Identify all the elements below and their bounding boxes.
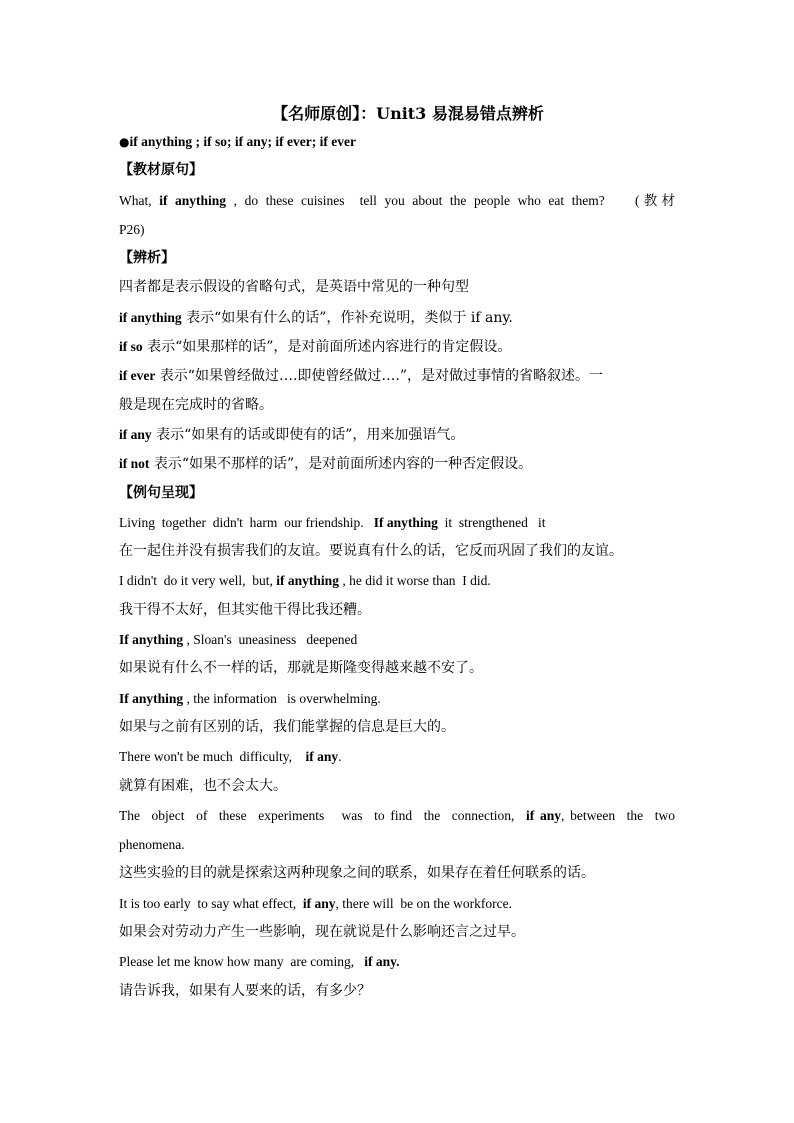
section-heading-analysis: 【辨析】 [119, 250, 175, 267]
source-sentence-keyword: if anything [159, 192, 227, 208]
section-heading-source: 【教材原句】 [119, 162, 203, 179]
example-en: The object of these experiments was to find the connection, if any, between the two [119, 807, 675, 823]
example-zh: 我干得不太好，但其实他干得比我还糟。 [119, 601, 371, 618]
source-sentence-line1: What, if anything , do these cuisines tell you about the people who eat them? (教材 [119, 192, 675, 208]
analysis-item-if-anything: if anything 表示“如果有什么的话”，作补充说明，类似于 if any. [119, 309, 513, 326]
example-zh: 如果说有什么不一样的话，那就是斯隆变得越来越不安了。 [119, 660, 483, 677]
document-content [119, 100, 675, 1006]
example-en: I didn't do it very well, but, if anything , he did it worse than I did. [119, 573, 491, 589]
page-title: 【名师原创】：Unit3 易混易错点辨析 [272, 104, 544, 123]
example-zh: 如果与之前有区别的话，我们能掌握的信息是巨大的。 [119, 718, 455, 735]
analysis-item-if-ever: if ever 表示“如果曾经做过….即使曾经做过….”，是对做过事情的省略叙述。一 [119, 368, 604, 385]
topic-text: if anything ; if so; if any; if ever; if ever [129, 134, 356, 149]
bullet-dot-icon: ● [119, 135, 130, 149]
example-list [119, 508, 675, 1006]
example-en: If anything , Sloan's uneasiness deepened [119, 632, 358, 648]
example-en: It is too early to say what effect, if any, there will be on the workforce. [119, 895, 513, 911]
analysis-item-if-so: if so 表示“如果那样的话”，是对前面所述内容进行的肯定假设。 [119, 339, 512, 356]
example-zh: 这些实验的目的就是探索这两种现象之间的联系，如果存在着任何联系的话。 [119, 865, 595, 882]
analysis-item-if-any: if any 表示“如果有的话或即使有的话”，用来加强语气。 [119, 426, 465, 443]
example-en-cont: phenomena. [119, 837, 185, 853]
source-sentence-line2: P26) [119, 221, 145, 237]
example-zh: 在一起住并没有损害我们的友谊。要说真有什么的话，它反而巩固了我们的友谊。 [119, 543, 623, 560]
example-zh: 如果会对劳动力产生一些影响，现在就说是什么影响还言之过早。 [119, 924, 525, 941]
section-heading-examples: 【例句呈现】 [119, 484, 203, 501]
example-en: Please let me know how many are coming, if any. [119, 954, 400, 970]
example-zh: 请告诉我，如果有人要来的话，有多少？ [119, 982, 371, 999]
example-en: Living together didn't harm our friendship. If anything it strengthened it [119, 514, 546, 530]
analysis-item-if-not: if not 表示“如果不那样的话”，是对前面所述内容的一种否定假设。 [119, 456, 533, 473]
analysis-intro: 四者都是表示假设的省略句式，是英语中常见的一种句型 [119, 279, 469, 296]
example-en: If anything , the information is overwhelming. [119, 690, 381, 706]
example-zh: 就算有困难，也不会太大。 [119, 777, 287, 794]
topic-bullet-line [119, 127, 675, 156]
analysis-item-if-ever-cont: 般是现在完成时的省略。 [119, 396, 273, 413]
example-en: There won't be much difficulty, if any. [119, 749, 342, 765]
